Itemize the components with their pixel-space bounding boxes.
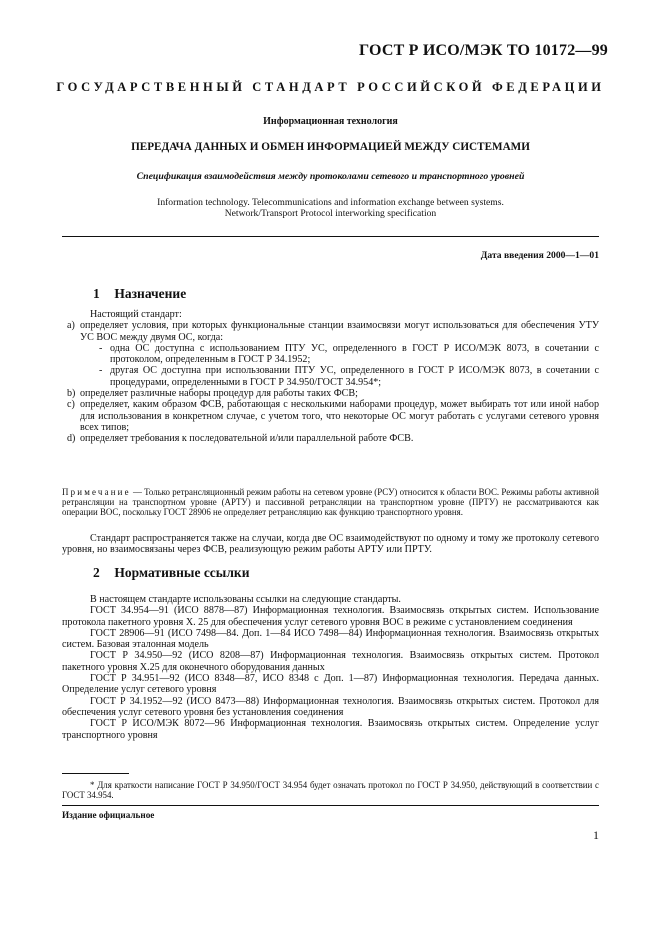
list-item (62, 433, 599, 444)
section-heading (93, 565, 249, 581)
list-text: одна ОС доступна с использованием ПТУ УС, определенного в ГОСТ Р ИСО/МЭК 8073, в сочетании с протоколом, определенным в ГОСТ Р 34.1952; (110, 342, 599, 366)
title-divider (62, 236, 599, 237)
english-title-line: Information technology. Telecommunications and information exchange between systems. (157, 197, 504, 208)
state-standard-heading: ГОСУДАРСТВЕННЫЙ СТАНДАРТ РОССИЙСКОЙ ФЕДЕРАЦИИ (56, 80, 605, 94)
reference-item: ГОСТ 34.954—91 (ИСО 8878—87) Информационная технология. Взаимосвязь открытых систем. Использование протокола пакетного уровня Х. 25 для обеспечения услуг сетевого уровня ВОС в режиме с установлением соединения (62, 605, 599, 628)
english-title-line: Network/Transport Protocol interworking specification (224, 208, 437, 219)
list-text: определяет условия, при которых функциональные станции взаимосвязи могут использоваться для обеспечения УТУ УС ВОС между двумя ОС, когда: (80, 320, 599, 343)
list-text: другая ОС доступна при использовании ПТУ УС, определенного в ГОСТ Р ИСО/МЭК 8073, в сочетании с процедурами, определенными в ГОСТ Р 34.950/ГОСТ 34.954*; (110, 365, 599, 388)
section-title: Назначение (114, 286, 187, 301)
section1-lead: Настоящий стандарт: (90, 309, 182, 320)
list-marker: d) (67, 433, 76, 445)
subtitle: Спецификация взаимодействия между протоколами сетевого и транспортного уровней (136, 171, 525, 182)
footnote-divider (62, 773, 129, 774)
reference-item: ГОСТ Р 34.1952—92 (ИСО 8473—88) Информационная технология. Взаимосвязь открытых систем. Протокол для обеспечения услуг сетевого уровня без установления соединения (62, 695, 599, 718)
list-marker: b) (67, 388, 76, 400)
note-label: Примечание (62, 487, 131, 497)
paragraph: Стандарт распространяется также на случаи, когда две ОС взаимодействуют по одному и тому же протоколу сетевого уровня, но взаимосвязаны через ФСВ, реализующую режим работы АРТУ или ПРТУ. (62, 533, 599, 556)
list-text: определяет различные наборы процедур для работы таких ФСВ; (80, 388, 358, 400)
document-id: ГОСТ Р ИСО/МЭК ТО 10172—99 (359, 42, 608, 59)
list-marker: - (99, 365, 103, 377)
field-title: Информационная технология (263, 116, 398, 127)
main-title: ПЕРЕДАЧА ДАННЫХ И ОБМЕН ИНФОРМАЦИЕЙ МЕЖДУ СИСТЕМАМИ (131, 141, 530, 153)
reference-item: ГОСТ Р 34.951—92 (ИСО 8348—87, ИСО 8348 с Доп. 1—87) Информационная технология. Передача данных. Определение услуг сетевого уровня (62, 673, 599, 696)
list-item (62, 399, 599, 433)
intro-date: Дата введения 2000—1—01 (480, 250, 599, 261)
footnote: * Для краткости написание ГОСТ Р 34.950/ГОСТ 34.954 будет означать протокол по ГОСТ Р 34.950, действующий в соответствии с ГОСТ 34.954. (62, 780, 599, 800)
list-marker: c) (67, 399, 75, 411)
list-item (62, 388, 599, 399)
sub-list-item (62, 343, 599, 366)
note-text: — Только ретрансляционный режим работы на сетевом уровне (РСУ) относится к области ВОС. Режимы работы активной ретрансляции на транспортном уровне (АРТУ) и пассивной ретрансляции на транспортном уровне (ПРТУ) не рассматриваются как операции ВОС, поскольку ГОСТ 28906 не определяет ретрансляцию как функцию транспортного уровня. (62, 487, 599, 517)
paragraph: В настоящем стандарте использованы ссылки на следующие стандарты. (90, 594, 401, 605)
section1-body (62, 309, 599, 445)
list-text: определяет требования к последовательной и/или параллельной работе ФСВ. (80, 433, 414, 445)
list-item (62, 320, 599, 343)
edition-label: Издание официальное (62, 810, 155, 820)
english-title (62, 197, 599, 219)
note (62, 487, 599, 517)
footer-divider (62, 805, 599, 806)
sub-list-item (62, 365, 599, 388)
reference-item: ГОСТ Р 34.950—92 (ИСО 8208—87) Информационная технология. Взаимосвязь открытых систем. Протокол пакетного уровня Х.25 для оконечного оборудования данных (62, 650, 599, 673)
section-number: 2 (93, 565, 100, 580)
section1-closing (62, 533, 599, 556)
list-marker: - (99, 342, 103, 354)
list-text: определяет, каким образом ФСВ, работающая с несколькими наборами процедур, может выбирать тот или иной набор для использования в конкретном случае, с учетом того, что некоторые ОС могут работать с услугами сетевого уровня всех типов; (80, 399, 599, 433)
reference-item: ГОСТ 28906—91 (ИСО 7498—84. Доп. 1—84 ИСО 7498—84) Информационная технология. Взаимосвязь открытых систем. Базовая эталонная модель (62, 627, 599, 651)
reference-item: ГОСТ Р ИСО/МЭК 8072—96 Информационная технология. Взаимосвязь открытых систем. Определение услуг транспортного уровня (62, 718, 599, 741)
section2-body (62, 594, 599, 741)
section-title: Нормативные ссылки (114, 565, 250, 580)
section-number: 1 (93, 286, 100, 301)
section-heading (93, 286, 186, 302)
list-marker: a) (67, 320, 75, 332)
page-number: 1 (593, 828, 599, 842)
